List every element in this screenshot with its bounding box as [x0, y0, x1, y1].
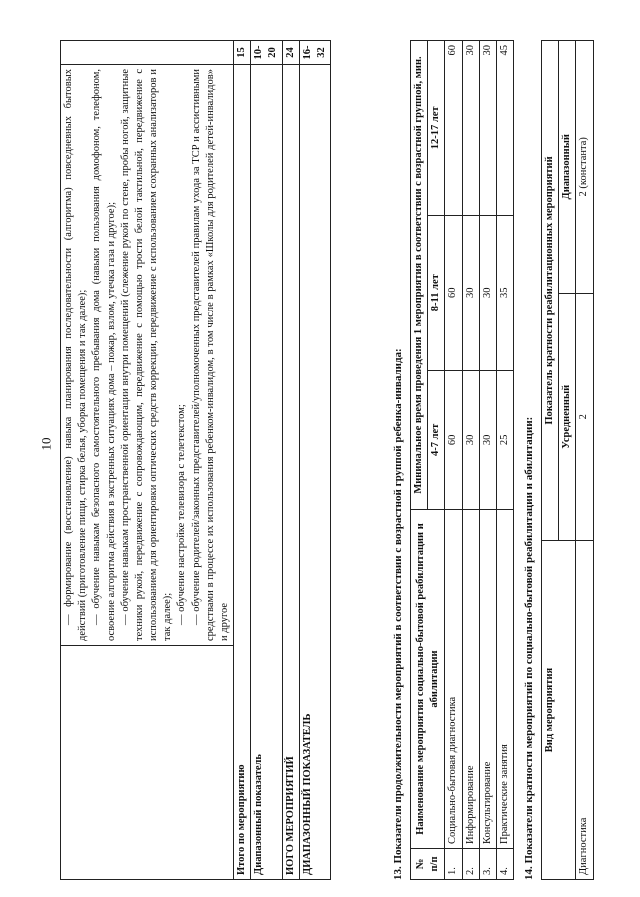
- summary-row: [251, 41, 282, 880]
- section-13-title: 13. Показатели продолжительности мероприятий в соответствии с возрастной группой ребенка-инвалида:: [392, 348, 404, 880]
- activity-item: — обучение навыкам безопасного самостоятельного пребывания дома (навыки пользования домофоном, телефоном, освоение алгоритма действия в экстренных ситуациях дома – пожар, взлом, утечка газа и другое);: [91, 69, 117, 641]
- rotated-page-content: [60, 20, 590, 880]
- summary-label: ИОГО МЕРОПРИЯТИЙ: [282, 65, 299, 880]
- row-num: 4.: [496, 849, 513, 880]
- row-value: 30: [479, 370, 496, 509]
- table-row: [462, 41, 479, 880]
- summary-row: [234, 41, 251, 880]
- summary-value: 10-20: [251, 41, 282, 65]
- activity-item: — обучение настройке телевизора с телетекстом;: [176, 404, 188, 625]
- row-name: Консультирование: [479, 510, 496, 849]
- activity-item: — обучение навыкам пространственной ориентации внутри помещений (слежение рукой по стене, пробы ногой, защитные техники рукой, передвижение с сопровождающим, передвижение с помощью трости белой тактильной, передвижение с использованием для ориентировки оптических средств коррекции, передвижение с использованием сохранных анализаторов и так далее);: [119, 69, 174, 641]
- table-row: [496, 41, 513, 880]
- row-value: 30: [462, 41, 479, 216]
- empty-cell: [61, 646, 234, 880]
- col-time-header: Минимальное время проведения 1 мероприятия в соответствии с возрастной группой, мин.: [411, 41, 428, 510]
- col-num-header: № п/п: [411, 849, 445, 880]
- row-name: Информирование: [462, 510, 479, 849]
- row-value: 30: [479, 215, 496, 370]
- duration-table: [410, 40, 514, 880]
- row-value: 30: [479, 41, 496, 216]
- activity-item: — формирование (восстановление) навыка планирования последовательности (алгоритма) повседневных бытовых действий (приготовление пищи, стирка белья, уборка помещения и так далее);: [63, 69, 89, 641]
- header-row: [411, 41, 428, 880]
- summary-row: [282, 41, 299, 880]
- row-num: 3.: [479, 849, 496, 880]
- col-indicator-header: Показатель кратности реабилитационных мероприятий: [542, 41, 559, 541]
- row-num: 1.: [445, 849, 462, 880]
- summary-row: [299, 41, 330, 880]
- col-avg-header: Усредненный: [559, 293, 576, 540]
- col-age-header: 4-7 лет: [428, 370, 445, 509]
- row-name: Практические занятия: [496, 510, 513, 849]
- summary-value: 15: [234, 41, 251, 65]
- row-num: 2.: [462, 849, 479, 880]
- row-value: 25: [496, 370, 513, 509]
- row-value: 30: [462, 370, 479, 509]
- col-range-header: Диапазонный: [559, 41, 576, 294]
- table-row: [576, 41, 593, 880]
- page-number: 10: [38, 437, 54, 451]
- col-kind-header: Вид мероприятия: [542, 541, 576, 880]
- row-value: 45: [496, 41, 513, 216]
- row-value: 60: [445, 370, 462, 509]
- col-name-header: Наименование мероприятия социально-бытовой реабилитации и абилитации: [411, 510, 445, 849]
- summary-label: Диапазонный показатель: [251, 65, 282, 880]
- activities-table: [60, 40, 331, 880]
- empty-cell: [61, 41, 234, 65]
- activities-cell: [61, 65, 234, 646]
- table-row: [445, 41, 462, 880]
- row-value: 60: [445, 41, 462, 216]
- table-row: [479, 41, 496, 880]
- row-name: Социально-бытовая диагностика: [445, 510, 462, 849]
- summary-value: 16-32: [299, 41, 330, 65]
- summary-label: Итого по мероприятию: [234, 65, 251, 880]
- row-value: 60: [445, 215, 462, 370]
- row-value: 30: [462, 215, 479, 370]
- activities-row: [61, 41, 234, 880]
- row-avg: 2: [576, 293, 593, 540]
- row-kind: Диагностика: [576, 541, 593, 880]
- header-row: [542, 41, 559, 880]
- col-age-header: 8-11 лет: [428, 215, 445, 370]
- section-14-title: 14. Показатели кратности мероприятий по социально-бытовой реабилитации и абилитации:: [523, 416, 535, 880]
- summary-value: 24: [282, 41, 299, 65]
- activity-item: — обучение родителей/законных представителей/уполномоченных представителей правилам ухода за ТСР и ассистивными средствами в процессе их использования ребенком-инвалидом, в том числе в рамках «Школы для родителей детей-инвалидов» и другое: [190, 69, 230, 641]
- row-range: 2 (константа): [576, 41, 593, 294]
- frequency-table: [541, 40, 594, 880]
- row-value: 35: [496, 215, 513, 370]
- summary-label: ДИАПАЗОННЫЙ ПОКАЗАТЕЛЬ: [299, 65, 330, 880]
- col-age-header: 12-17 лет: [428, 41, 445, 216]
